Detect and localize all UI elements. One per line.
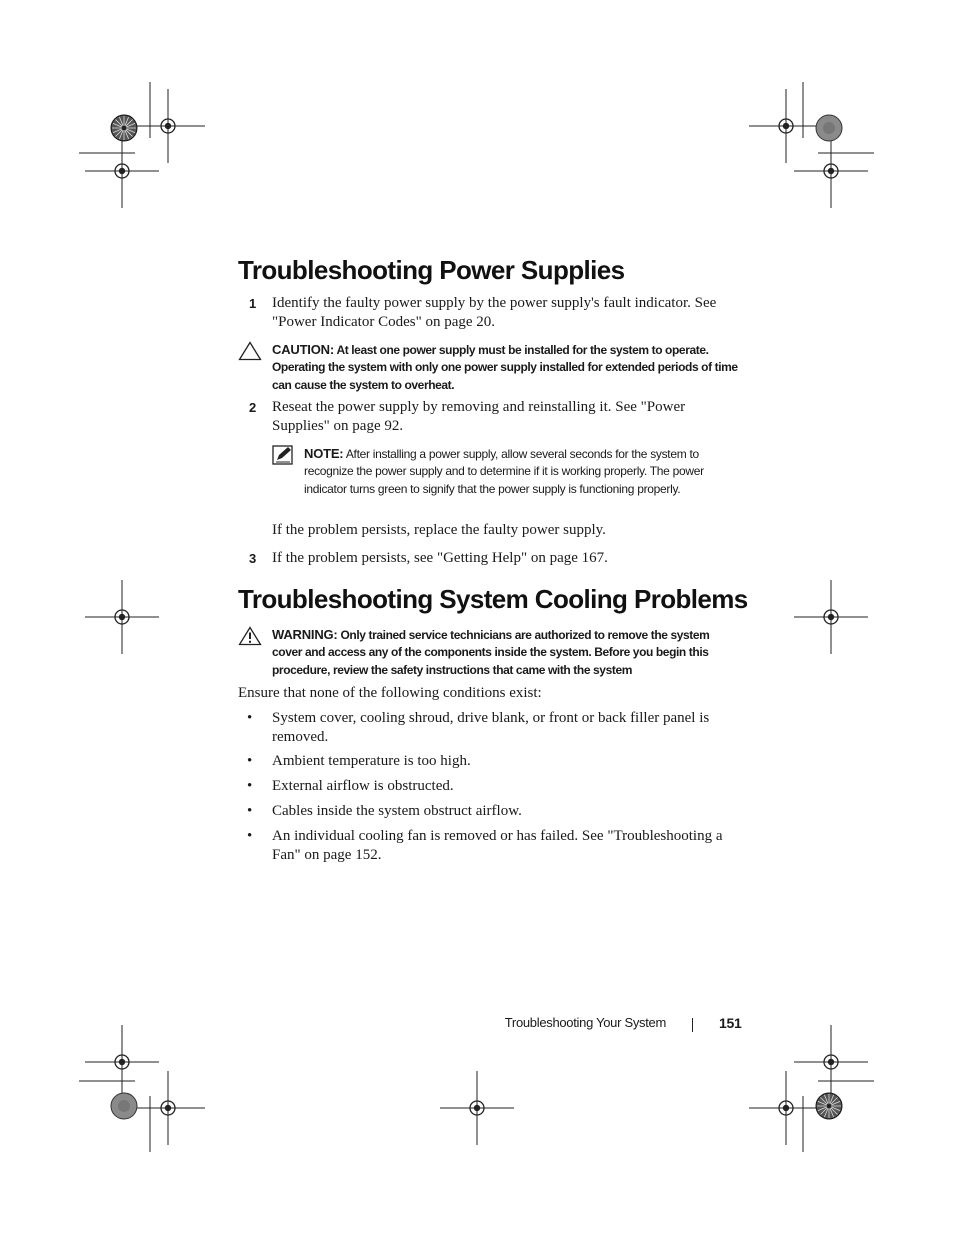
crop-mark-bottom-right: [803, 1081, 874, 1152]
registration-mark-icon: [85, 134, 159, 208]
page-number: 151: [719, 1015, 742, 1031]
crop-mark-bottom-left: [79, 1081, 150, 1152]
warning-body: Only trained service technicians are authorized to remove the system cover and access any of the components inside the system. Before you begin this procedure, review the safety instructions that came with the system: [272, 628, 710, 677]
warning-text: [272, 626, 742, 679]
step-number: 1: [249, 296, 257, 311]
registration-mark-icon: [85, 580, 159, 654]
note-text: [304, 445, 742, 498]
registration-mark-icon: [85, 1025, 159, 1099]
registration-mark-icon: [131, 89, 205, 163]
registration-mark-icon: [131, 1071, 205, 1145]
warning-label: WARNING:: [272, 627, 338, 642]
registration-mark-icon: [794, 580, 868, 654]
section-heading-cooling: Troubleshooting System Cooling Problems: [238, 584, 748, 614]
caution-triangle-icon: [238, 341, 262, 361]
color-target-icon: [111, 115, 137, 141]
color-target-icon: [816, 1093, 842, 1119]
conditions-intro: Ensure that none of the following conditions exist:: [238, 685, 542, 701]
step-number: 3: [249, 551, 257, 566]
warning-triangle-icon: [238, 626, 262, 646]
crop-mark-top-left: [79, 82, 150, 153]
registration-mark-icon: [794, 1025, 868, 1099]
section-heading-power-supplies: Troubleshooting Power Supplies: [238, 255, 625, 285]
caution-label: CAUTION:: [272, 342, 334, 357]
caution-body: At least one power supply must be installed for the system to operate. Operating the system with only one power supply installed for extended periods of time can cause the system to overheat.: [272, 343, 738, 392]
registration-mark-icon: [794, 134, 868, 208]
note-pencil-icon: [272, 445, 294, 465]
registration-mark-icon: [440, 1071, 514, 1145]
crop-mark-top-right: [803, 82, 874, 153]
caution-text: [272, 341, 742, 394]
note-label: NOTE:: [304, 446, 344, 461]
step-text: If the problem persists, see "Getting Help" on page 167.: [272, 550, 608, 566]
footer-separator: [692, 1018, 693, 1032]
footer-section-title: Troubleshooting Your System: [504, 1015, 666, 1030]
registration-mark-icon: [749, 89, 823, 163]
step-number: 2: [249, 400, 257, 415]
color-target-icon: [816, 115, 842, 141]
step-text: Identify the faulty power supply by the power supply's fault indicator. See "Power Indicator Codes" on page 20.: [272, 295, 717, 330]
color-target-icon: [111, 1093, 137, 1119]
persist-paragraph: If the problem persists, replace the faulty power supply.: [272, 522, 606, 538]
step-text: Reseat the power supply by removing and reinstalling it. See "Power Supplies" on page 92.: [272, 399, 686, 434]
registration-mark-icon: [749, 1071, 823, 1145]
note-body: After installing a power supply, allow several seconds for the system to recognize the power supply and to determine if it is working properly. The power indicator turns green to signify that the power supply is functioning properly.: [304, 447, 704, 496]
